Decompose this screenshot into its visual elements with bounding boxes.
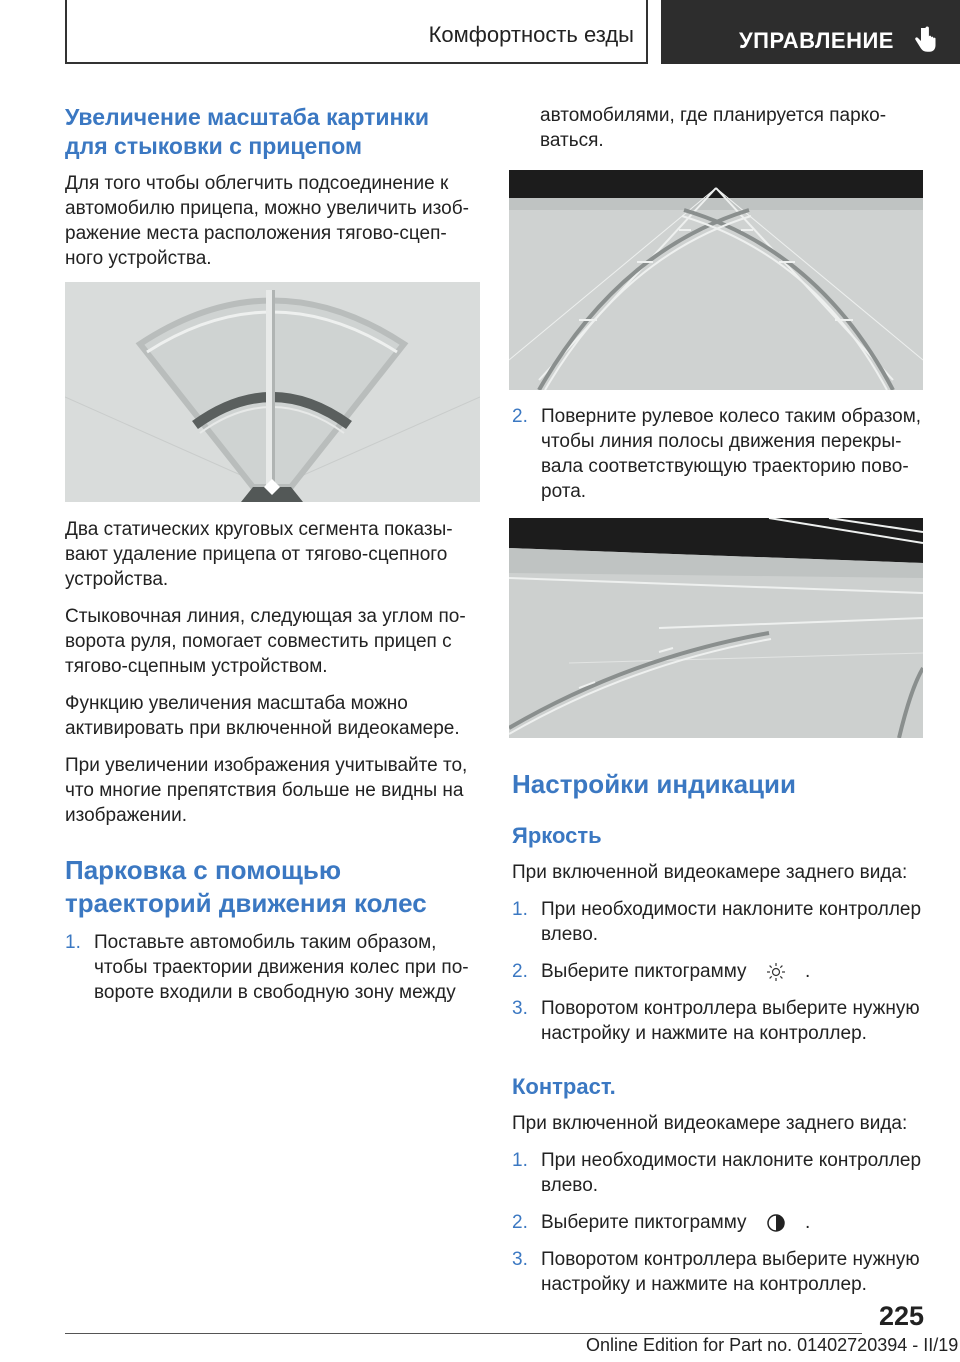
figure-lane-overlap [509,518,923,738]
list-number: 3. [512,1249,528,1270]
list-text: При необходимости наклоните контроллер влево. [541,1150,922,1196]
list-text-with-icon [541,1210,927,1235]
list-item-step2 [512,404,927,504]
paragraph-zoom-intro: Для того чтобы облегчить подсоединение к автомобилю прицепа, можно увеличить изображение места расположения тягово-сцепного устройства. [65,173,469,269]
list-number: 2. [512,961,528,982]
list-text: Поворотом контроллера выберите нужную настройку и нажмите на контроллер. [541,998,920,1044]
list-number: 2. [512,406,528,427]
header-section-label: Комфортность езды [428,22,634,47]
heading-brightness: Яркость [512,823,602,848]
list-text: Поворотом контроллера выберите нужную настройку и нажмите на контроллер. [541,1249,920,1295]
list-text: Поверните рулевое колесо таким образом, чтобы линия полосы движения перекрывала соответствующую траекторию поворота. [541,406,922,502]
heading-parking: Парковка с помощью траекторий движения колес [65,855,427,918]
list-item-brightness-2 [512,959,927,984]
list-text-end: . [805,1212,811,1233]
paragraph-brightness-intro: При включенной видеокамере заднего вида: [512,862,908,883]
list-text-end: . [805,961,811,982]
brightness-sun-icon [766,962,786,982]
list-text: Выберите пиктограмму [541,1212,747,1233]
list-text-with-icon [541,959,927,984]
list-number: 1. [512,1150,528,1171]
hand-pointer-icon [912,26,938,54]
list-item-contrast-3 [512,1247,927,1297]
paragraph-zoom-activation: Функцию увеличения масштаба можно активировать при включенной видеокамере. [65,693,460,739]
list-item-contrast-2 [512,1210,927,1235]
right-step2 [512,404,927,516]
list-number: 1. [512,899,528,920]
right-column-settings [512,768,927,1309]
header-section-tab [65,0,648,64]
list-text: Поставьте автомобиль таким образом, чтобы траектории движения колес при повороте входили в свободную зону между [94,932,469,1003]
heading-zoom: Увеличение масштаба картинки для стыковки с прицепом [65,104,430,159]
list-text: Выберите пиктограмму [541,961,747,982]
footer-divider [65,1333,862,1334]
paragraph-step1-continued: автомобилями, где планируется парковаться. [540,105,887,151]
left-column [65,103,478,283]
list-item-step1 [65,930,478,1005]
footer-edition: Online Edition for Part no. 01402720394 - II/19 [586,1335,959,1355]
list-number: 2. [512,1212,528,1233]
paragraph-zoom-warning: При увеличении изображения учитывайте то, что многие препятствия больше не видны на изображении. [65,755,468,826]
header-chapter-tab [661,0,960,64]
paragraph-docking-line: Стыковочная линия, следующая за углом поворота руля, помогает совместить прицеп с тягово-сцепным устройством. [65,606,466,677]
list-number: 3. [512,998,528,1019]
list-number: 1. [65,932,81,953]
heading-contrast: Контраст. [512,1074,616,1099]
list-item-brightness-1 [512,897,927,947]
left-column-lower [65,517,478,1017]
contrast-half-circle-icon [766,1213,786,1233]
paragraph-segments: Два статических круговых сегмента показывают удаление прицепа от тягово-сцепного устройства. [65,519,453,590]
header-chapter-label: УПРАВЛЕНИЕ [739,28,894,53]
paragraph-contrast-intro: При включенной видеокамере заднего вида: [512,1113,908,1134]
page-number: 225 [879,1301,925,1331]
figure-wheel-trajectories [509,170,923,390]
list-item-contrast-1 [512,1148,927,1198]
heading-display-settings: Настройки индикации [512,769,796,799]
list-text: При необходимости наклоните контроллер влево. [541,899,922,945]
right-column-top [540,103,930,165]
figure-hitch-zoom [65,282,480,502]
list-item-brightness-3 [512,996,927,1046]
